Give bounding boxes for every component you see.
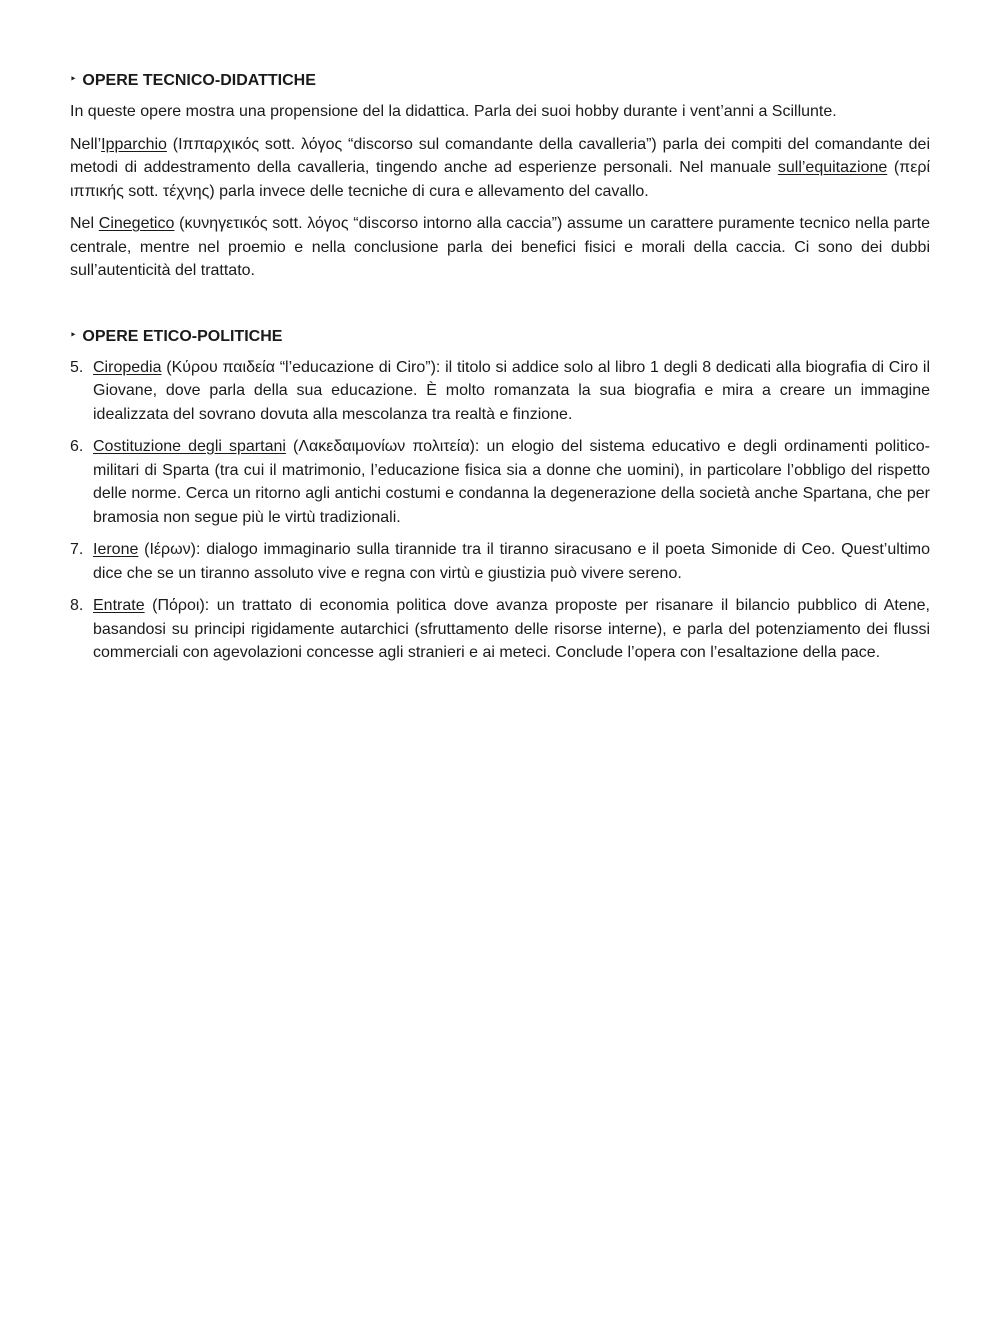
paragraph-prefix: Nel: [70, 215, 99, 232]
work-title-entrate: Entrate: [93, 597, 145, 614]
paragraph-prefix: Nell’: [70, 135, 102, 153]
list-item-text: (Πόροι): un trattato di economia politica dove avanza proposte per risanare il bilancio pubblico di Atene, basandosi su principi rigidamente autarchici (sfruttamento delle risorse interne), e parla del potenziamento dei flussi commerciali con agevolazioni concesse agli stranieri e ai meteci. Conclude l’opera con l’esaltazione della pace.: [93, 597, 930, 661]
paragraph-text: (περί ιππικής sott. τέχνης) parla invece delle tecniche di cura e allevamento del cavallo.: [70, 159, 931, 200]
section-heading-text: OPERE TECNICO-DIDATTICHE: [82, 72, 316, 89]
list-item-text: (Κύρου παιδεία “l’educazione di Ciro”): il titolo si addice solo al libro 1 degli 8 dedicati alla biografia di Ciro il Giovane, dove parla della sua educazione. È molto romanzata la sua biografia e mira a creare un immagine idealizzata del sovrano dovuta alla mescolanza tra realtà e finzione.: [93, 358, 930, 423]
work-title-equitazione: sull’equitazione: [777, 159, 888, 176]
section-spacer: [70, 292, 930, 326]
cinegetico-paragraph: [70, 212, 930, 283]
work-title-ierone: Ierone: [93, 541, 139, 558]
ipparchio-paragraph: [70, 133, 930, 204]
document-page: [70, 70, 930, 674]
list-item: [70, 594, 930, 665]
list-number: 8.: [70, 597, 84, 614]
list-item: [70, 435, 930, 529]
list-number: 5.: [70, 358, 84, 376]
section-heading-text: OPERE ETICO-POLITICHE: [82, 327, 283, 345]
work-title-ipparchio: Ipparchio: [101, 135, 167, 153]
list-item-text: (Λακεδαιμονίων πολιτεία): un elogio del sistema educativo e degli ordinamenti politico-militari di Sparta (tra cui il matrimonio, l’educazione fisica sia a donne che uomini), in particolare l’obbligo del rispetto delle norme. Cerca un ritorno agli antichi costumi e condanna la degenerazione della società anche Spartana, che per bramosia non segue più le virtù tradizionali.: [93, 438, 930, 526]
list-number: 6.: [70, 438, 84, 455]
list-item: [70, 538, 930, 585]
list-item: [70, 356, 930, 427]
section-heading-tecnico-didattiche: [70, 70, 930, 92]
triangle-bullet-icon: ‣: [70, 329, 77, 341]
work-title-costituzione: Costituzione degli spartani: [93, 438, 286, 455]
works-list: [70, 356, 930, 665]
triangle-bullet-icon: ‣: [70, 74, 77, 85]
work-title-ciropedia: Ciropedia: [93, 358, 162, 376]
paragraph-text: (κυνηγετικός sott. λόγος “discorso intorno alla caccia”) assume un carattere puramente tecnico nella parte centrale, mentre nel proemio e nella conclusione parla dei benefici fisici e morali della caccia. Ci sono dei dubbi sull’autenticità del trattato.: [70, 215, 931, 279]
list-item-text: (Ιέρων): dialogo immaginario sulla tirannide tra il tiranno siracusano e il poeta Simonide di Ceo. Quest’ultimo dice che se un tiranno assoluto vive e regna con virtù e giustizia può vivere sereno.: [93, 541, 930, 582]
section-heading-etico-politiche: [70, 326, 930, 348]
intro-paragraph: In queste opere mostra una propensione del la didattica. Parla dei suoi hobby durante i vent’anni a Scillunte.: [70, 103, 837, 120]
paragraph-text: (Ιππαρχικός sott. λόγος “discorso sul comandante della cavalleria”) parla dei compiti del comandante dei metodi di addestramento della cavalleria, tingendo anche ad esperienze personali. Nel manuale: [70, 135, 930, 176]
list-number: 7.: [70, 541, 84, 558]
work-title-cinegetico: Cinegetico: [98, 215, 175, 232]
